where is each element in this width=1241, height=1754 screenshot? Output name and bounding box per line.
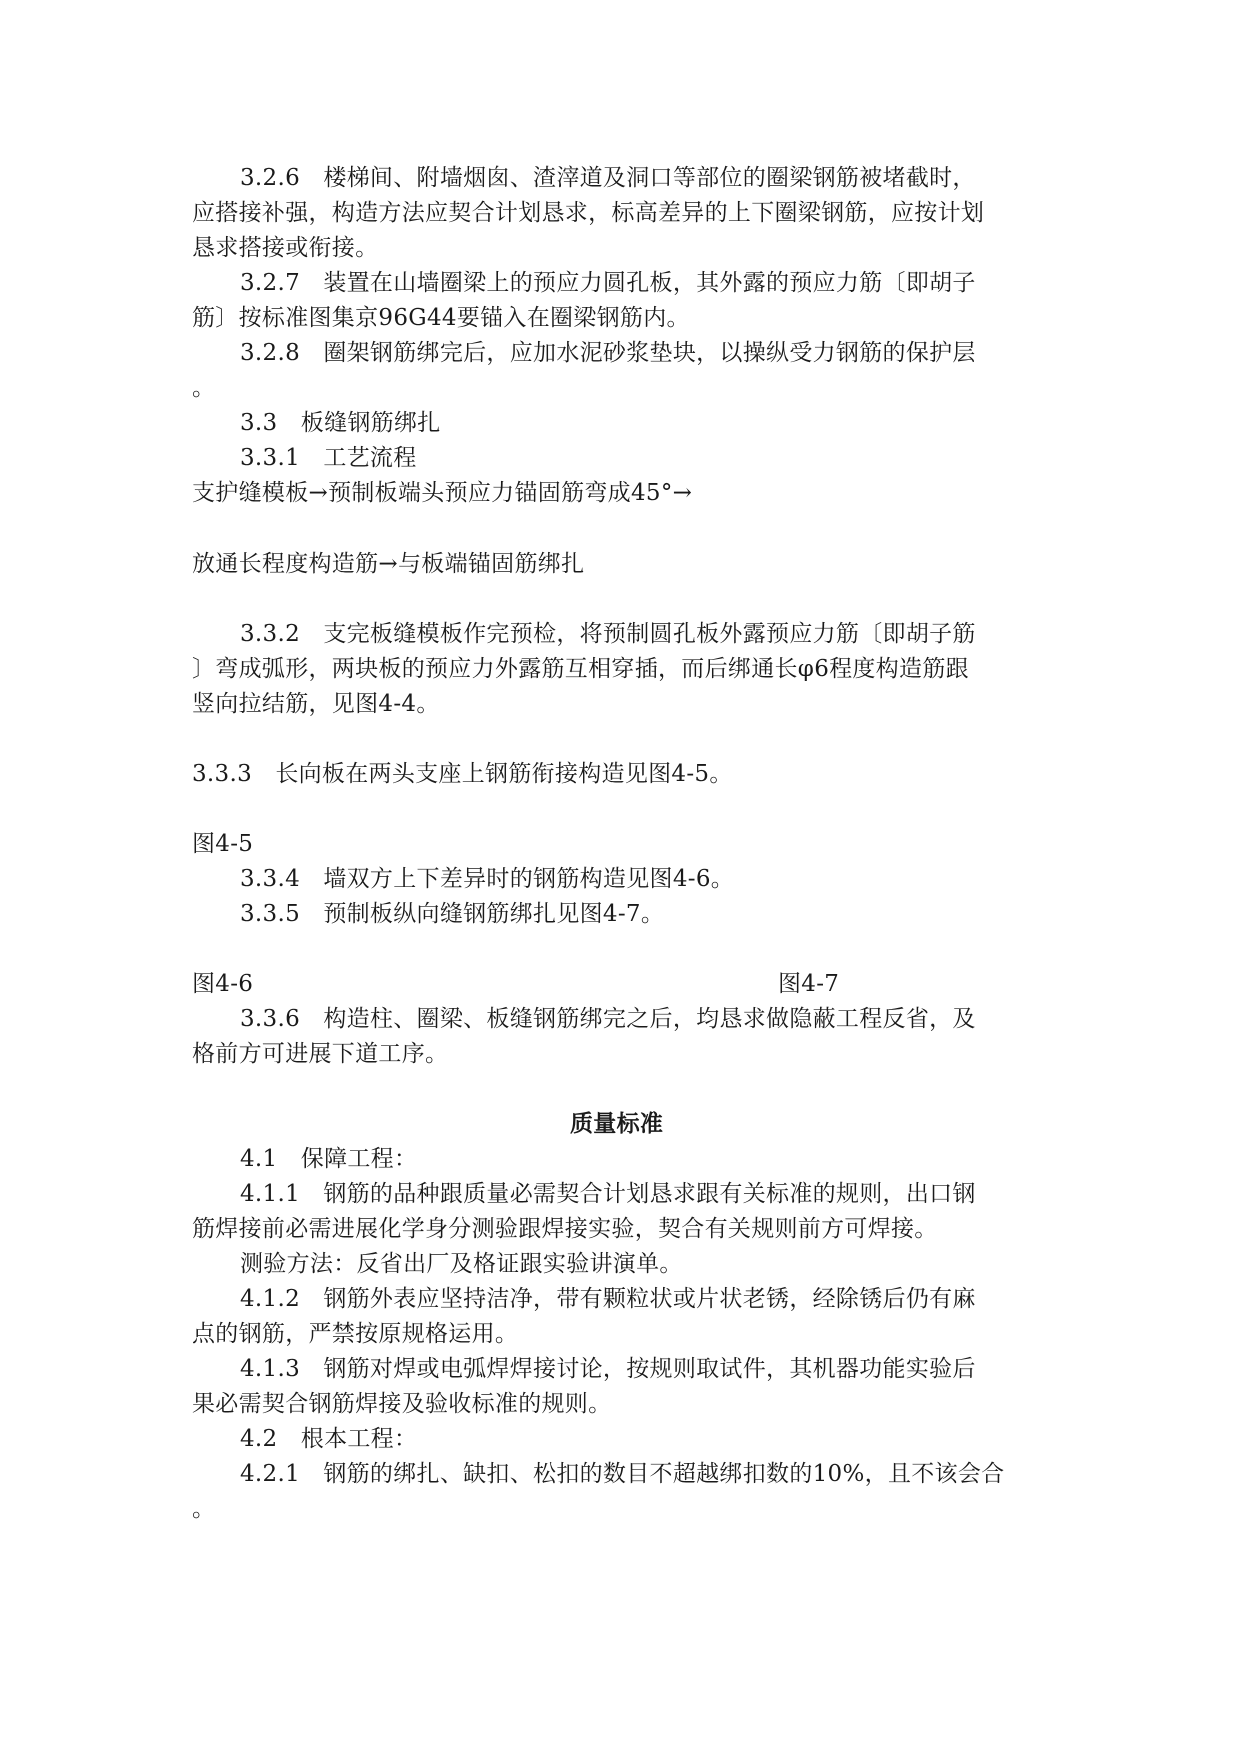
- para-3-3-3: 3.3.3 长向板在两头支座上钢筋衔接构造见图4-5。: [192, 761, 733, 787]
- para-3-3-6-line-2: 格前方可进展下道工序。: [192, 1041, 449, 1067]
- para-3-2-7-line-1: 3.2.7 装置在山墙圈梁上的预应力圆孔板，其外露的预应力筋〔即胡子: [240, 270, 976, 296]
- para-3-2-6-line-2: 应搭接补强，构造方法应契合计划恳求，标高差异的上下圈梁钢筋，应按计划: [192, 200, 985, 226]
- para-4-1-2-line-1: 4.1.2 钢筋外表应坚持洁净，带有颗粒状或片状老锈，经除锈后仍有麻: [240, 1286, 976, 1312]
- para-3-3-2-line-2: 〕弯成弧形，两块板的预应力外露筋互相穿插，而后绑通长φ6程度构造筋跟: [192, 656, 969, 682]
- para-3-2-8-line-2: 。: [192, 375, 216, 401]
- para-3-2-6-line-1: 3.2.6 楼梯间、附墙烟囱、渣滓道及洞口等部位的圈梁钢筋被堵截时，: [240, 165, 976, 191]
- para-3-3-1-title: 3.3.1 工艺流程: [240, 445, 417, 471]
- figure-label-4-7: 图4-7: [778, 971, 840, 997]
- para-4-1-1-line-2: 筋焊接前必需进展化学身分测验跟焊接实验，契合有关规则前方可焊接。: [192, 1216, 938, 1242]
- para-3-2-7-line-2: 筋〕按标准图集京96G44要锚入在圈梁钢筋内。: [192, 305, 690, 331]
- flow-line-1: 支护缝模板→预制板端头预应力锚固筋弯成45°→: [192, 480, 693, 506]
- section-4-2-title: 4.2 根本工程：: [240, 1426, 418, 1452]
- para-3-3-4: 3.3.4 墙双方上下差异时的钢筋构造见图4-6。: [240, 866, 735, 892]
- section-4-1-title: 4.1 保障工程：: [240, 1146, 418, 1172]
- para-4-2-1-line-1: 4.2.1 钢筋的绑扎、缺扣、松扣的数目不超越绑扣数的10%，且不该会合: [240, 1461, 1005, 1487]
- para-4-1-1-line-1: 4.1.1 钢筋的品种跟质量必需契合计划恳求跟有关标准的规则，出口钢: [240, 1181, 976, 1207]
- para-3-2-8-line-1: 3.2.8 圈架钢筋绑完后，应加水泥砂浆垫块，以操纵受力钢筋的保护层: [240, 340, 976, 366]
- para-4-1-3-line-2: 果必需契合钢筋焊接及验收标准的规则。: [192, 1391, 612, 1417]
- para-3-3-2-line-3: 竖向拉结筋，见图4-4。: [192, 691, 440, 717]
- para-4-2-1-line-2: 。: [192, 1496, 216, 1522]
- figure-label-4-6: 图4-6: [192, 971, 254, 997]
- para-3-3-6-line-1: 3.3.6 构造柱、圈梁、板缝钢筋绑完之后，均恳求做隐蔽工程反省，及: [240, 1006, 976, 1032]
- para-3-3-2-line-1: 3.3.2 支完板缝模板作完预检，将预制圆孔板外露预应力筋〔即胡子筋: [240, 621, 976, 647]
- figure-label-4-5: 图4-5: [192, 831, 254, 857]
- para-3-2-6-line-3: 恳求搭接或衔接。: [192, 235, 379, 261]
- section-3-3-title: 3.3 板缝钢筋绑扎: [240, 410, 441, 436]
- para-4-1-3-line-1: 4.1.3 钢筋对焊或电弧焊焊接讨论，按规则取试件，其机器功能实验后: [240, 1356, 976, 1382]
- section-heading-quality-standard: 质量标准: [570, 1111, 664, 1137]
- para-4-1-2-line-2: 点的钢筋，严禁按原规格运用。: [192, 1321, 519, 1347]
- para-test-method: 测验方法：反省出厂及格证跟实验讲演单。: [240, 1251, 683, 1277]
- para-3-3-5: 3.3.5 预制板纵向缝钢筋绑扎见图4-7。: [240, 901, 665, 927]
- flow-line-2: 放通长程度构造筋→与板端锚固筋绑扎: [192, 551, 585, 577]
